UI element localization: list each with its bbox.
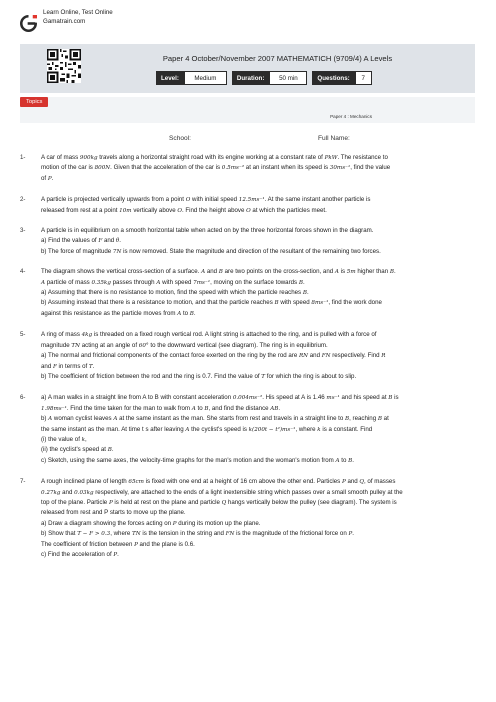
question-text: and the plane is 0.6. xyxy=(137,540,195,548)
question-text: for which the ring is about to slip. xyxy=(265,372,357,380)
math-expression: 5m xyxy=(346,269,356,276)
question-text: A particle is in equilibrium on a smooth horizontal table when acted on by the three horizontal forces shown in the diagram. xyxy=(41,227,374,235)
question-number: 2- xyxy=(20,196,26,204)
math-expression: P xyxy=(134,541,138,548)
math-expression: T xyxy=(88,363,93,370)
question-text: b) The coefficient of friction between the rod and the ring is 0.7. Find the value of xyxy=(41,372,262,380)
question-text: , where xyxy=(295,425,318,433)
question-text: respectively, are attached to the ends of a light inextensible string which passes over a small smooth pulley at the xyxy=(93,488,403,496)
math-expression: B xyxy=(274,300,279,307)
questions-label: Questions: xyxy=(312,71,354,85)
question-text: in terms of xyxy=(56,362,89,370)
question-text: to xyxy=(195,404,205,412)
math-expression: θ xyxy=(115,238,120,245)
question-text: passes through xyxy=(110,278,157,286)
question-text: a) Assuming that there is no resistance to motion, find the speed with which the particle reaches xyxy=(41,289,303,297)
math-expression: T − F > 0.3 xyxy=(77,531,111,538)
question-text: . The resistance to xyxy=(337,154,388,161)
question-text: . xyxy=(352,530,354,538)
question-line xyxy=(41,498,475,508)
question-text: and his speed at xyxy=(339,394,389,402)
question-text: . At the same instant another particle is xyxy=(264,196,371,204)
question-line xyxy=(41,519,475,529)
question-text: to the downward vertical (see diagram). The ring is in equilibrium. xyxy=(148,341,328,349)
math-expression: O xyxy=(177,207,182,214)
question-number: 5- xyxy=(20,331,26,339)
question-text: . xyxy=(302,278,305,286)
question-text: The diagram shows the vertical cross-section of a surface. xyxy=(41,268,202,276)
question-item xyxy=(20,477,475,560)
question-text: is xyxy=(392,394,399,402)
question-text: woman cyclist leaves xyxy=(52,415,114,423)
question-text: , moving on the surface towards xyxy=(210,278,299,286)
question-text: respectively. Find xyxy=(330,352,382,360)
math-expression: 65cm xyxy=(128,479,144,486)
question-line xyxy=(41,393,475,403)
question-text: A ring of mass xyxy=(41,331,82,339)
math-expression: TN xyxy=(71,342,81,349)
question-text: . xyxy=(278,404,281,412)
question-item xyxy=(20,330,475,382)
question-line xyxy=(41,488,475,498)
question-item xyxy=(20,393,475,466)
question-text: with initial speed xyxy=(190,196,239,204)
question-text: magnitude xyxy=(41,341,72,349)
math-expression: P xyxy=(172,520,177,527)
question-line xyxy=(41,309,475,319)
math-expression: Q xyxy=(221,499,227,506)
math-expression: B xyxy=(388,395,393,402)
math-expression: 4kg xyxy=(81,332,93,339)
math-expression: B xyxy=(189,310,194,317)
topics-panel xyxy=(20,97,475,123)
question-line xyxy=(41,508,475,518)
question-text: c) Find the acceleration of xyxy=(41,551,114,558)
duration-value: 50 min xyxy=(269,71,307,85)
math-expression: Q xyxy=(359,479,364,486)
question-text: a) Draw a diagram showing the forces acting on xyxy=(41,519,173,527)
question-text: . xyxy=(306,289,309,297)
question-text: is xyxy=(338,268,347,276)
question-text: the same instant as the man. At time t s after leaving xyxy=(41,425,186,433)
question-text: a) A man walks in a straight line from A to B with constant acceleration xyxy=(41,394,233,402)
question-line xyxy=(41,330,475,340)
gamatrain-logo-icon xyxy=(20,15,37,32)
duration-badge xyxy=(232,71,308,85)
question-list xyxy=(20,153,475,560)
question-text: , where xyxy=(110,530,133,538)
topics-badge[interactable]: Topics xyxy=(20,97,48,107)
math-expression: k xyxy=(317,426,321,433)
question-text: a) Find the values of xyxy=(41,237,99,245)
question-line xyxy=(41,414,475,424)
question-text: c) Sketch, using the same axes, the velocity-time graphs for the man's motion and the woman's motion from xyxy=(41,456,336,464)
question-text: with speed xyxy=(160,278,194,286)
brand-site: Gamatrain.com xyxy=(43,18,86,25)
paper-meta xyxy=(156,71,372,85)
question-text: , of masses xyxy=(364,478,396,486)
math-expression: 0.35kg xyxy=(91,279,111,286)
math-expression: B xyxy=(298,279,303,286)
math-expression: FN xyxy=(321,353,331,360)
question-line xyxy=(41,341,475,351)
math-expression: PkW xyxy=(324,155,338,161)
math-expression: B xyxy=(107,447,112,454)
math-expression: 900kg xyxy=(79,155,98,161)
math-expression: A xyxy=(113,416,118,423)
math-expression: B xyxy=(389,269,394,276)
brand-block xyxy=(20,8,113,32)
math-expression: P xyxy=(348,531,353,538)
question-text: . xyxy=(51,174,54,182)
question-line xyxy=(41,247,475,257)
question-text: with speed xyxy=(278,299,312,307)
question-text: . Given that the acceleration of the car is xyxy=(110,164,222,172)
question-text: and xyxy=(345,478,360,486)
question-text: at the same instant as the man. She starts from rest and travels in a straight line to xyxy=(117,415,346,423)
paper-title: Paper 4 October/November 2007 MATHEMATICH (9709/4) A Levels xyxy=(162,54,393,63)
question-text: . xyxy=(92,362,95,370)
math-expression: FN xyxy=(225,531,235,538)
question-text: A particle is projected vertically upwards from a point xyxy=(41,196,186,204)
math-expression: P xyxy=(108,499,113,506)
question-line xyxy=(41,226,475,236)
question-text: a) The normal and frictional components of the contact force exerted on the ring by the rod are xyxy=(41,352,299,360)
math-expression: A xyxy=(177,310,182,317)
question-text: against this resistance as the particle moves from xyxy=(41,309,178,317)
school-label: School: xyxy=(169,135,191,142)
math-expression: 60° xyxy=(138,342,149,349)
question-text: The coefficient of friction between xyxy=(41,540,135,548)
math-expression: 7ms⁻¹ xyxy=(193,279,211,286)
question-item xyxy=(20,195,475,216)
question-line xyxy=(41,362,475,372)
math-expression: A xyxy=(334,269,339,276)
question-text: travels along a horizontal straight road with its engine working at a constant rate of xyxy=(97,154,325,161)
math-expression: 30ms⁻¹ xyxy=(329,165,351,172)
math-expression: A xyxy=(191,405,196,412)
math-expression: 1.98ms⁻¹ xyxy=(41,405,67,412)
question-text: . xyxy=(393,268,396,276)
paper-header xyxy=(20,44,475,93)
math-expression: T xyxy=(261,373,266,380)
math-expression: A xyxy=(335,457,340,464)
question-text: and xyxy=(60,488,75,496)
question-text: b) Assuming instead that there is a resistance to motion, and that the particle reaches xyxy=(41,299,275,307)
math-expression: P xyxy=(47,175,52,182)
questions-badge xyxy=(312,71,371,85)
math-expression: 10m xyxy=(119,207,132,214)
math-expression: 0.27kg xyxy=(41,489,61,496)
math-expression: B xyxy=(377,416,382,423)
question-text: . Find the height above xyxy=(181,206,247,214)
question-line xyxy=(41,477,475,487)
question-text: , and find the distance xyxy=(208,404,271,412)
question-line xyxy=(41,298,475,308)
math-expression: 0.004ms⁻² xyxy=(232,395,263,402)
math-expression: A xyxy=(201,269,206,276)
math-expression: A xyxy=(48,416,53,423)
question-number: 4- xyxy=(20,268,26,276)
math-expression: B xyxy=(345,416,350,423)
question-text: is held at rest on the plane and particle xyxy=(112,498,222,506)
question-line xyxy=(41,163,475,173)
qr-code[interactable] xyxy=(47,49,81,83)
question-number: 3- xyxy=(20,227,26,235)
math-expression: B xyxy=(204,405,209,412)
math-expression: ms⁻¹ xyxy=(326,395,340,402)
question-text: , find the value xyxy=(350,164,391,172)
question-line xyxy=(41,425,475,435)
math-expression: TN xyxy=(132,531,141,538)
question-line xyxy=(41,529,475,539)
math-expression: R xyxy=(381,353,386,360)
question-text: and xyxy=(41,362,53,370)
question-line xyxy=(41,404,475,414)
question-line xyxy=(41,550,475,560)
level-value: Medium xyxy=(184,71,227,85)
math-expression: O xyxy=(185,197,191,204)
question-text: motion of the car is xyxy=(41,164,95,172)
question-text: . xyxy=(117,551,119,558)
question-text: is the tension in the string and xyxy=(140,530,226,538)
math-expression: 800N xyxy=(94,165,111,172)
math-expression: P xyxy=(341,479,346,486)
question-text: released from rest and P starts to move up the plane. xyxy=(41,509,186,517)
question-line xyxy=(41,456,475,466)
question-text: , xyxy=(85,435,87,443)
question-text: are two points on the cross-section, and xyxy=(222,268,335,276)
question-line xyxy=(41,278,475,288)
question-text: b) Show that xyxy=(41,530,78,538)
math-expression: 0.5ms⁻² xyxy=(221,165,245,172)
question-line xyxy=(41,195,475,205)
question-text: is a constant. Find xyxy=(320,425,373,433)
math-expression: 0.03kg xyxy=(74,489,94,496)
question-text: acting at an angle of xyxy=(80,341,139,349)
question-text: to xyxy=(339,456,349,464)
question-text: of xyxy=(41,174,48,182)
math-expression: k xyxy=(81,436,86,443)
question-text: b) The force of magnitude xyxy=(41,247,113,255)
level-label: Level: xyxy=(156,71,184,85)
question-number: 6- xyxy=(20,394,26,402)
question-text: during its motion up the plane. xyxy=(176,519,261,527)
brand-tagline: Learn Online, Test Online xyxy=(43,9,113,16)
question-text: (i) the value of xyxy=(41,435,82,443)
full-name-label: Full Name: xyxy=(318,135,350,142)
question-text: vertically above xyxy=(131,206,178,214)
math-expression: 8ms⁻¹ xyxy=(311,300,329,307)
question-line xyxy=(41,153,475,163)
question-text: , reaching xyxy=(349,415,378,423)
question-text: at xyxy=(381,415,389,423)
question-line xyxy=(41,174,475,184)
math-expression: O xyxy=(246,207,251,214)
question-text: to xyxy=(181,309,190,317)
question-line xyxy=(41,435,475,445)
math-expression: B xyxy=(218,269,223,276)
topic-name: Paper 4 : Mechanics xyxy=(330,114,372,119)
question-text: hangs vertically below the pulley (see diagram). The system is xyxy=(226,498,397,506)
math-expression: 7N xyxy=(112,248,122,255)
question-text: (ii) the cyclist's speed at xyxy=(41,446,108,454)
question-line xyxy=(41,236,475,246)
question-number: 7- xyxy=(20,478,26,486)
question-line xyxy=(41,372,475,382)
question-line xyxy=(41,267,475,277)
question-text: and xyxy=(102,237,116,245)
questions-value: 7 xyxy=(355,71,372,85)
question-text: is threaded on a fixed rough vertical rod. A light string is attached to the ring, and is pulled with a force of xyxy=(92,331,377,339)
question-text: . xyxy=(352,456,354,464)
question-line xyxy=(41,288,475,298)
math-expression: A xyxy=(185,426,190,433)
question-text: and xyxy=(205,268,219,276)
question-item xyxy=(20,153,475,184)
question-text: . xyxy=(119,237,121,245)
question-item xyxy=(20,226,475,257)
math-expression: F xyxy=(52,363,57,370)
math-expression: RN xyxy=(298,353,309,360)
question-text: particle of mass xyxy=(45,278,92,286)
question-number: 1- xyxy=(20,154,26,161)
math-expression: A xyxy=(156,279,161,286)
question-text: and xyxy=(308,352,322,360)
question-line xyxy=(41,206,475,216)
question-text: the cyclist's speed is xyxy=(189,425,249,433)
question-text: at an instant when its speed is xyxy=(244,164,330,172)
question-text: is the magnitude of the frictional force on xyxy=(234,530,349,538)
question-text: , find the work done xyxy=(328,299,382,307)
question-text: at which the particles meet. xyxy=(250,206,327,214)
duration-label: Duration: xyxy=(232,71,270,85)
math-expression: B xyxy=(302,290,307,297)
question-text: is now removed. State the magnitude and direction of the resultant of the remaining two forces. xyxy=(121,247,381,255)
question-text: top of the plane. Particle xyxy=(41,498,109,506)
question-text: . His speed at A is 1.46 xyxy=(262,394,327,402)
math-expression: k(200t − t²)ms⁻¹ xyxy=(248,426,296,433)
question-text: . Find the time taken for the man to walk from xyxy=(66,404,192,412)
question-text: higher than xyxy=(355,268,390,276)
math-expression: AB xyxy=(270,405,279,412)
question-line xyxy=(41,351,475,361)
question-text: released from rest at a point xyxy=(41,206,120,214)
question-text: . xyxy=(111,446,114,454)
question-text: b) xyxy=(41,415,49,423)
math-expression: P xyxy=(113,552,118,558)
math-expression: A xyxy=(41,279,46,286)
question-text: A car of mass xyxy=(41,154,80,161)
math-expression: F xyxy=(98,238,103,245)
question-line xyxy=(41,540,475,550)
question-text: A rough inclined plane of length xyxy=(41,478,129,486)
math-expression: B xyxy=(348,457,353,464)
question-item xyxy=(20,267,475,319)
question-text: . xyxy=(193,309,196,317)
question-text: is fixed with one end at a height of 16 cm above the other end. Particles xyxy=(143,478,342,486)
level-badge xyxy=(156,71,227,85)
math-expression: 12.5ms⁻¹ xyxy=(238,197,265,204)
question-line xyxy=(41,445,475,455)
